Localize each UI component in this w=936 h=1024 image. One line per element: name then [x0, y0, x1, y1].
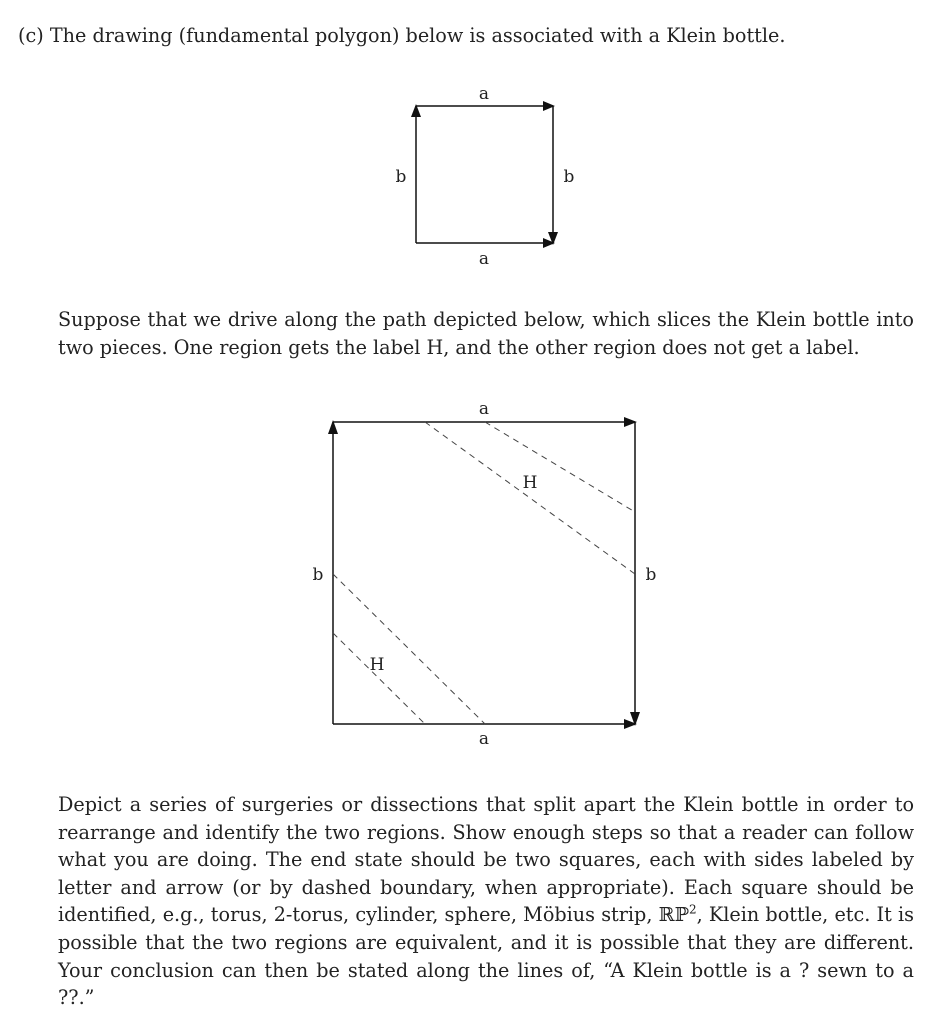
instructions-text-start: Depict a series of surgeries or dissections that split apart the Klein bottle in order to rearrange and identify the two regions. Show enough steps so that a reader can follow what you are doing. The end state should be two squares, each with sides labeled by letter and arrow (or by dashed boundary, when appropriate). Each square should be identified, e.g., torus, 2-torus, cylinder, sphere, Möbius strip,	[58, 793, 914, 927]
task-instructions	[58, 791, 914, 1012]
edge-label-bottom: a	[478, 249, 490, 269]
region-label-lower: H	[369, 655, 385, 675]
path-description: Suppose that we drive along the path depicted below, which slices the Klein bottle into two pieces. One region gets the label H, and the other region does not get a label.	[58, 308, 914, 359]
part-label: (c)	[18, 24, 44, 47]
edge-label-right: b	[563, 167, 575, 187]
edge-label-bottom: a	[478, 729, 490, 749]
edge-label-left: b	[312, 565, 324, 585]
slice-line-upper-right	[485, 422, 635, 512]
slice-line-upper-left	[425, 422, 635, 574]
slice-path	[333, 422, 635, 724]
slice-line-lower-left	[333, 633, 425, 724]
polygon-square	[328, 417, 640, 729]
region-label-upper: H	[522, 473, 538, 493]
edge-label-top: a	[478, 84, 490, 104]
edge-label-left: b	[395, 167, 407, 187]
edge-label-right: b	[645, 565, 657, 585]
slice-line-lower-right	[333, 574, 485, 724]
edge-label-top: a	[478, 399, 490, 419]
rp-exponent: 2	[689, 902, 697, 917]
intro-text: The drawing (fundamental polygon) below is associated with a Klein bottle.	[49, 24, 786, 47]
rp-symbol: ℝℙ	[658, 903, 689, 927]
instructions-text-end: , Klein bottle, etc. It is possible that the two regions are equivalent, and it is possible that they are different. Your conclusion can then be stated along the lines of, “A Klein bottle is a ? sewn to a ??.”	[58, 903, 914, 1010]
